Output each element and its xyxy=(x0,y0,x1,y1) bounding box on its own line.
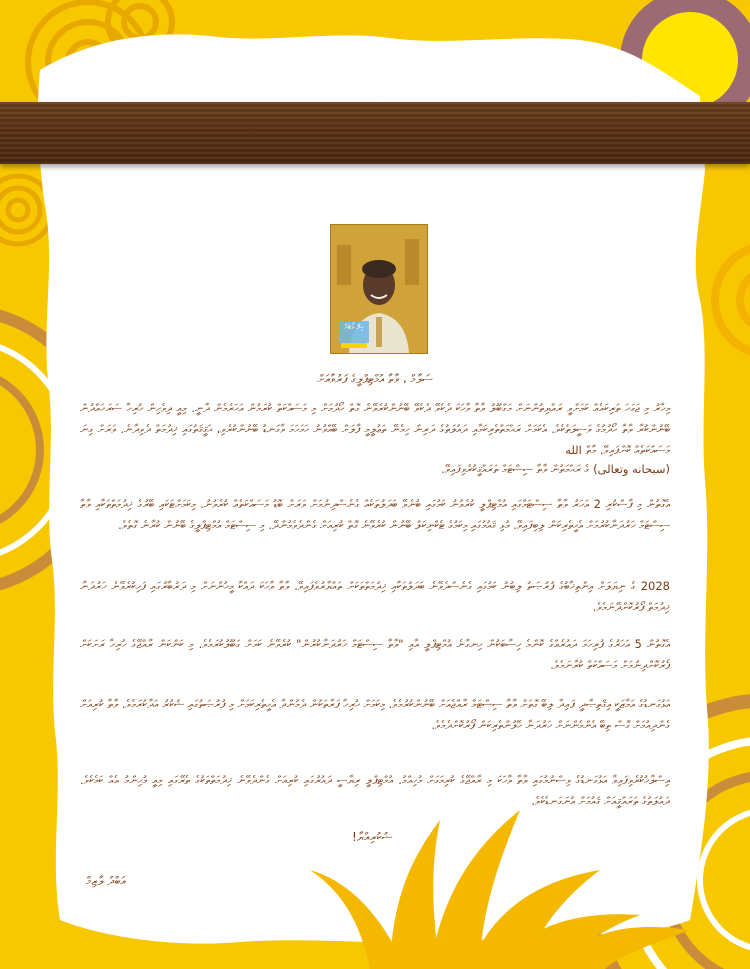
portrait-icon xyxy=(331,225,427,353)
paragraph-6: އިސްލާހުކުރެވިފައިވާ އަޅުގަނޑުގެ ވިސްނުމުގައި ވާތާ ވާހަކަ މި ރާއްޖޭގެ ކުރިމަގަށް މުހިއްމު. އުމްޓިޕްލީ ރިޔާސީ ދައުރުގައި ކުރިއަށް ގެންދެވޭނެ ޚިދުމަތްތަކުގެ ތެރޭގައި މިއީ މުހިންމު އެއް ކަމެކެވެ. ދައުލަތުގެ ތަރައްޤީއަށް ޤައުމަށް އުނަގަނޑެކެވެ. xyxy=(80,773,670,808)
photo-badge: ހިލޭ ވޯޓެއް xyxy=(344,323,364,331)
wooden-plank-banner xyxy=(0,102,750,164)
paragraph-5: އަޅުގަނޑުގެ އަމާޒަކީ އިޤްތިޞާދީ ފައިދާ ލިބޭ ގޮތަށް ވާތާ ސިސްޓަމް ރާއްޖެއަށް ބޭނުންކުރުމެވެ. މިކަމަށް ހުރިހާ ފަރާތަކުން ދެމުންދާ އެހީތެރިކަމަށް މި ފުރުޞަތުގައި ޝުކުރު އަދާކުރަމެވެ. ވާތާ ކުރިއަށް ގެންދިއުމަށް ގޮސް ތިބޭ އެންމެންނަށް ހަރުދަނާ ހޭލުންތެރިކަން ފޯރުކޮށްދެމެވެ. xyxy=(80,697,670,732)
paragraph-2: އެގޮތުން މި ފާސްކުރި 2 އަހަރު ވާތާ ސިސްޓަމްގައި އުމްޓިޕްލީ ކުރެވުނު ކަމުގައި ބުނެވޭ ބަދަލުތަކެއް ގެނެސްދިނުމަށް ވަރަށް ބޮޑު މަސައްކަތެއް ކުރެވުނު. މިކަމަށްޓަކައި ބޭރުގެ ޚިދުމަތްތަކާއި ވާތާ ސިސްޓަމް ހަރުދަނާކުރުމަށް އެހީތެރިކަން ލިބިފައިވޭ. މުޅި ޤައުމުގައި މިކަމުގެ ޓެކްނިކަލް ބޭނުން ކުރެވޭނެ ގޮތް ކުރިއަށް ގެންދެވެމުންދޭ. މި ސިސްޓަމް އުމްޓިޕްލީގެ ބޭނުން ކުރާނެ ގޮތެވެ. xyxy=(80,497,670,532)
paragraph-1-continued: (سبحانه وتعالى) ގެ ރަޙްމަތުން ވާތާ ސިސްޓަމް ތަރައްޤީކުރެވިފައިވޭ. xyxy=(441,462,670,476)
paragraph-1: މިހާރު މި ޖަގަހަ ތަރިކައެއް ކަމަށްވީ ރައްޔިތުންނަށް މަގްބޫލު ވާތާ ވާހަކަ ދެކެވޭ ދެކެވޭ ބޭނުންކުރެވޭނެ ގޮތް ހޯދުމަށް މި މަސައްކަތް ކުރަމުން އަހަރެމެން ދާނީ. މިއީ ދިވެހިން ހުރިހާ ސަރަހައްދުން ބޭނުންކުރާ ވާތާ ހޯދުމުގެ ވަސީލަތެކެވެ. އެކަމަށް ރަޙްމަތްތެރިކަމާއި ދައުލަތުގެ ދަރިން ހިމެނޭ ތަޢުލީމީ ފާލަށް ބޭއްވުނު ހަމަހަމަ ވާގަނޑު ބޭނުންކުރެވި، ޙަޤީޤަތުގައި ޚިދުމަތް ދެވިދާނެ. ވަރަށް ގިނަ މަސައްކަތެއް ކޮށްފައިވޭ. މާތް الله xyxy=(80,401,670,457)
candidate-photo xyxy=(330,224,428,354)
paragraph-3: 2028 ގެ ނިޔަލަށް އިންތިޚާބުގެ ފުރުޞަތު ލިބުނު ކަމުގައި ގެނެސްދެވޭނެ ބަދަލުތަކާއި ޚިދުމަތްތަކަށް ތައްޔާރުވެފައިވޭ. ވާތާ ވާހަކަ ދައްކާ މީހުންނަށް މި ދަރުބާރުގައި ފަހިކުރެވޭނެ ހަރުދަނާ ޚިދުމަތް ފޯރުކޮށްދޭނަމެވެ. xyxy=(80,579,670,614)
letter-title: ސަލާމް ، ވާތާ އުމްޓިޕްލީގެ ފަރުވާއަށް xyxy=(317,372,433,386)
right-arcs-icon xyxy=(715,245,750,355)
closing-thanks: ޝުކުރިއްޔާ! xyxy=(352,830,393,844)
paragraph-4: އެގޮތުން 5 އަހަރުގެ ފުރިހަމަ ދައުރެއްގެ ކޮންމެ ހިސާބަކުން ހިނގާނެ އުމްޓިޕްލީ އާއި "ވާތާ ސިސްޓަމް ހަރުދަނާކުރުން" ކުރެވޭނެ ކަމަށް ގަބޫލުކުރަމެވެ. މި ކަންކަން ރާއްޖޭގެ ހުރިހާ ރަށަކަށް ފޯރުކޮށްދިނުމަށް މަސައްކަތް ކުރާނަމެވެ. xyxy=(80,637,670,672)
author-name: އަބްދު ލާޒިމް xyxy=(86,874,127,888)
plank-grain xyxy=(0,102,750,164)
